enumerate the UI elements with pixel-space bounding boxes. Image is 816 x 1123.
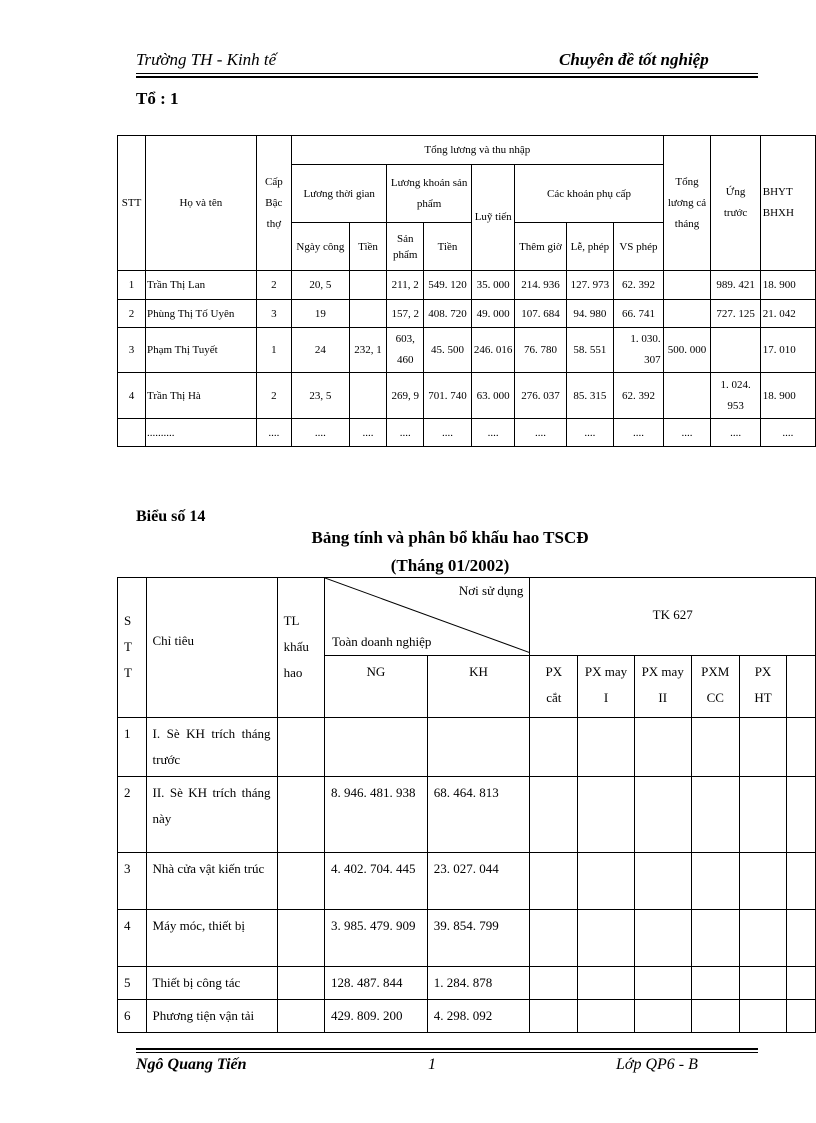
col-advance: Ứng trước	[711, 136, 760, 271]
cell-kh: 4. 298. 092	[427, 1000, 530, 1033]
cell-chitieu: Máy móc, thiết bị	[146, 910, 277, 967]
cell	[691, 1000, 740, 1033]
table-row	[118, 300, 816, 328]
cell-kh	[427, 718, 530, 777]
cell-ng: 8. 946. 481. 938	[324, 777, 427, 853]
cell-name: Phùng Thị Tố Uyên	[146, 300, 257, 328]
cell	[530, 910, 578, 967]
cell-money1	[349, 300, 387, 328]
cell-chitieu: Phương tiện vận tải	[146, 1000, 277, 1033]
col-bhyt: BHYT BHXH	[760, 136, 815, 271]
cell-dots: ....	[566, 419, 614, 447]
cell-dots: ....	[471, 419, 515, 447]
cell-vs: 62. 392	[614, 271, 663, 300]
cell-dots	[118, 419, 146, 447]
cell	[578, 967, 635, 1000]
cell-stt: 2	[118, 777, 147, 853]
cell-stt: 2	[118, 300, 146, 328]
cell-money2: 549. 120	[424, 271, 472, 300]
table-row	[118, 1000, 816, 1033]
cell-bhyt: 21. 042	[760, 300, 815, 328]
col-time-wage: Lương thời gian	[292, 165, 387, 223]
col-px-cat: PX cắt	[530, 656, 578, 718]
col-kh: KH	[427, 656, 530, 718]
cell	[740, 967, 787, 1000]
table2-title: Bảng tính và phân bổ khấu hao TSCĐ	[311, 528, 589, 547]
cell	[691, 853, 740, 910]
cell	[740, 853, 787, 910]
cell-kh: 1. 284. 878	[427, 967, 530, 1000]
cell-dots: ....	[663, 419, 711, 447]
table-row	[118, 718, 816, 777]
cell-money2: 45. 500	[424, 328, 472, 373]
cell	[786, 718, 815, 777]
cell-ng: 429. 809. 200	[324, 1000, 427, 1033]
cell-dots: ....	[292, 419, 350, 447]
cell-chitieu: I. Sè KH trích tháng trước	[146, 718, 277, 777]
table-row	[118, 910, 816, 967]
cell	[740, 1000, 787, 1033]
col-progressive: Luỹ tiến	[471, 165, 515, 271]
cell-vs: 66. 741	[614, 300, 663, 328]
cell-total	[663, 271, 711, 300]
label-noi-su-dung: Nơi sử dụng	[458, 583, 524, 598]
cell-holiday: 94. 980	[566, 300, 614, 328]
cell-product: 211, 2	[387, 271, 424, 300]
col-pxht: PX HT	[740, 656, 787, 718]
cell	[578, 777, 635, 853]
cell-advance: 1. 024. 953	[711, 373, 760, 419]
section2-label: Biểu số 14	[136, 508, 206, 525]
col-noi-su-dung	[324, 578, 529, 656]
table-row	[118, 373, 816, 419]
cell	[691, 718, 740, 777]
col-chitieu: Chỉ tiêu	[146, 578, 277, 718]
cell-name: Trần Thị Hà	[146, 373, 257, 419]
cell-tl	[277, 910, 324, 967]
cell	[578, 718, 635, 777]
cell-progressive: 49. 000	[471, 300, 515, 328]
cell-holiday: 127. 973	[566, 271, 614, 300]
cell-chitieu: Nhà cửa vật kiến trúc	[146, 853, 277, 910]
cell-days: 23, 5	[292, 373, 350, 419]
cell	[634, 777, 691, 853]
table-row	[118, 271, 816, 300]
cell-ng: 3. 985. 479. 909	[324, 910, 427, 967]
cell-days: 20, 5	[292, 271, 350, 300]
cell-total	[663, 373, 711, 419]
cell-tl	[277, 967, 324, 1000]
cell-dots: ....	[387, 419, 424, 447]
cell-progressive: 63. 000	[471, 373, 515, 419]
cell-vs: 62. 392	[614, 373, 663, 419]
cell-tl	[277, 853, 324, 910]
cell-name: Phạm Thị Tuyết	[146, 328, 257, 373]
cell	[740, 777, 787, 853]
cell-stt: 4	[118, 910, 147, 967]
cell-product: 157, 2	[387, 300, 424, 328]
footer-class: Lớp QP6 - B	[616, 1056, 698, 1073]
col-grade: Cấp Bậc thợ	[256, 136, 291, 271]
cell-vs: 1. 030. 307	[614, 328, 663, 373]
cell-kh: 39. 854. 799	[427, 910, 530, 967]
cell-money2: 408. 720	[424, 300, 472, 328]
cell	[530, 718, 578, 777]
cell	[786, 853, 815, 910]
cell-ng	[324, 718, 427, 777]
col-px-may2: PX may II	[634, 656, 691, 718]
cell-name: Trần Thị Lan	[146, 271, 257, 300]
cell	[691, 967, 740, 1000]
cell-product: 603, 460	[387, 328, 424, 373]
cell-holiday: 58. 551	[566, 328, 614, 373]
cell	[634, 718, 691, 777]
table-row	[118, 967, 816, 1000]
col-tl: TL khấu hao	[277, 578, 324, 718]
cell-money1	[349, 373, 387, 419]
cell-chitieu: II. Sè KH trích tháng này	[146, 777, 277, 853]
cell-ng: 4. 402. 704. 445	[324, 853, 427, 910]
cell-tl	[277, 777, 324, 853]
footer-rule-thick	[136, 1048, 758, 1050]
col-money1: Tiền	[349, 223, 387, 271]
cell	[578, 1000, 635, 1033]
cell-stt: 1	[118, 271, 146, 300]
cell-days: 24	[292, 328, 350, 373]
cell-ng: 128. 487. 844	[324, 967, 427, 1000]
table-row-dots	[118, 419, 816, 447]
cell-progressive: 246. 016	[471, 328, 515, 373]
header-school: Trường TH - Kinh tế	[136, 50, 277, 69]
cell-advance	[711, 328, 760, 373]
cell	[786, 910, 815, 967]
salary-table	[117, 135, 816, 447]
cell	[578, 910, 635, 967]
table2-subtitle: (Tháng 01/2002)	[390, 556, 510, 575]
header-title: Chuyên đề tốt nghiệp	[559, 50, 709, 69]
footer-author: Ngô Quang Tiến	[136, 1056, 247, 1073]
header-rule-thick	[136, 76, 758, 78]
cell-overtime: 214. 936	[515, 271, 566, 300]
cell-total	[663, 300, 711, 328]
cell-holiday: 85. 315	[566, 373, 614, 419]
cell-total: 500. 000	[663, 328, 711, 373]
cell-bhyt: 17. 010	[760, 328, 815, 373]
cell	[634, 1000, 691, 1033]
cell	[634, 910, 691, 967]
cell-kh: 68. 464. 813	[427, 777, 530, 853]
cell	[740, 910, 787, 967]
cell-chitieu: Thiết bị công tác	[146, 967, 277, 1000]
cell-product: 269, 9	[387, 373, 424, 419]
cell	[578, 853, 635, 910]
col-pxmcc: PXM CC	[691, 656, 740, 718]
col-px-may1: PX may I	[578, 656, 635, 718]
cell-stt: 6	[118, 1000, 147, 1033]
cell-advance: 989. 421	[711, 271, 760, 300]
cell	[530, 853, 578, 910]
cell-bhyt: 18. 900	[760, 373, 815, 419]
col-name: Họ và tên	[146, 136, 257, 271]
col-stt: S T T	[118, 578, 147, 718]
cell-stt: 5	[118, 967, 147, 1000]
cell-days: 19	[292, 300, 350, 328]
col-allowances: Các khoản phụ cấp	[515, 165, 663, 223]
col-total-month: Tổng lương cả tháng	[663, 136, 711, 271]
col-holiday: Lễ, phép	[566, 223, 614, 271]
header-rule	[136, 73, 758, 74]
cell	[691, 777, 740, 853]
table-row	[118, 777, 816, 853]
cell-stt: 4	[118, 373, 146, 419]
cell-kh: 23. 027. 044	[427, 853, 530, 910]
cell	[691, 910, 740, 967]
cell-grade: 2	[256, 271, 291, 300]
cell-grade: 1	[256, 328, 291, 373]
cell-advance: 727. 125	[711, 300, 760, 328]
table-row	[118, 853, 816, 910]
col-money2: Tiền	[424, 223, 472, 271]
col-piece-wage: Lương khoán sản phẩm	[387, 165, 472, 223]
cell	[634, 853, 691, 910]
col-product: Sản phẩm	[387, 223, 424, 271]
cell	[530, 777, 578, 853]
cell-dots: ....	[711, 419, 760, 447]
col-stt: STT	[118, 136, 146, 271]
cell-dots: ....	[424, 419, 472, 447]
section-label: Tổ : 1	[136, 89, 179, 108]
cell-stt: 3	[118, 328, 146, 373]
col-vs: VS phép	[614, 223, 663, 271]
cell	[786, 777, 815, 853]
cell-overtime: 276. 037	[515, 373, 566, 419]
label-toan-dn: Toàn doanh nghiệp	[331, 634, 432, 649]
cell-bhyt: 18. 900	[760, 271, 815, 300]
table-row	[118, 328, 816, 373]
cell-dots: ..........	[146, 419, 257, 447]
cell	[786, 1000, 815, 1033]
cell	[634, 967, 691, 1000]
cell-tl	[277, 1000, 324, 1033]
col-overtime: Thêm giờ	[515, 223, 566, 271]
col-total-income: Tổng lương và thu nhập	[292, 136, 664, 165]
cell-grade: 3	[256, 300, 291, 328]
col-extra	[786, 656, 815, 718]
col-ng: NG	[324, 656, 427, 718]
cell	[740, 718, 787, 777]
cell-dots: ....	[515, 419, 566, 447]
cell	[530, 1000, 578, 1033]
cell-money2: 701. 740	[424, 373, 472, 419]
col-workdays: Ngày công	[292, 223, 350, 271]
cell-dots: ....	[256, 419, 291, 447]
cell-dots: ....	[349, 419, 387, 447]
cell-stt: 1	[118, 718, 147, 777]
cell-money1	[349, 271, 387, 300]
cell-grade: 2	[256, 373, 291, 419]
col-tk627: TK 627	[530, 578, 816, 656]
cell-progressive: 35. 000	[471, 271, 515, 300]
cell-tl	[277, 718, 324, 777]
cell-stt: 3	[118, 853, 147, 910]
cell-dots: ....	[760, 419, 815, 447]
cell-money1: 232, 1	[349, 328, 387, 373]
footer-page-number: 1	[428, 1056, 436, 1073]
depreciation-table	[117, 577, 816, 1033]
cell	[786, 967, 815, 1000]
cell-dots: ....	[614, 419, 663, 447]
cell-overtime: 107. 684	[515, 300, 566, 328]
footer-rule	[136, 1052, 758, 1053]
cell	[530, 967, 578, 1000]
cell-overtime: 76. 780	[515, 328, 566, 373]
